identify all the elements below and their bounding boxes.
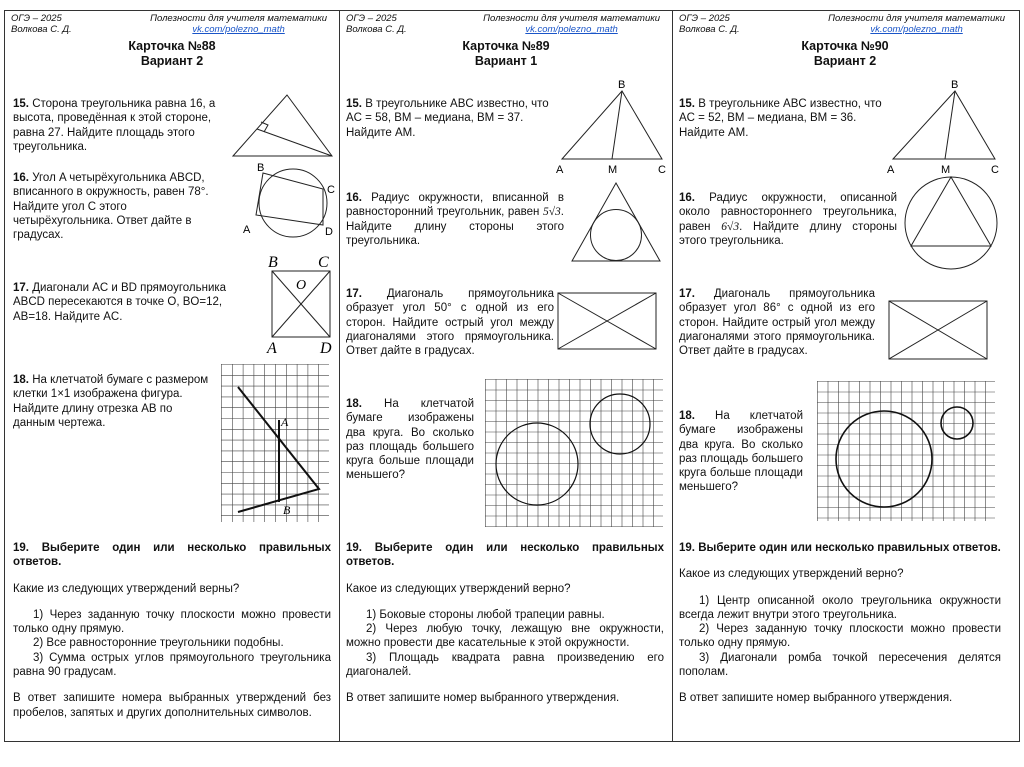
label-b: B — [283, 503, 291, 517]
question-16: 16. Угол A четырёхугольника ABCD, вписанного в окружность, равен 78°. Найдите угол C этого четырёхугольника. Ответ дайте в градусах. — [13, 172, 209, 242]
exam-label: ОГЭ – 2025 — [11, 13, 62, 24]
card-89 — [340, 11, 673, 741]
label-m: M — [608, 164, 618, 176]
site-label: Полезности для учителя математики — [150, 13, 327, 24]
triangle-median-figure — [883, 77, 1001, 177]
question-15: 15. В треугольнике ABC известно, что AC = 52, BM – медиана, BM = 36. Найдите AM. — [679, 98, 882, 139]
question-19: 19. Выберите один или несколько правильных ответов. Какое из следующих утверждений верно? 1) Центр описанной около треугольника окружности всегда лежит внутри этого треугольника. 2) Через заданную точку плоскости можно провести только одну прямую. 3) Диагонали ромба точкой пересечения делятся пополам. В ответ запишите номер выбранного утверждения. — [679, 542, 1001, 705]
worksheet — [4, 10, 1020, 742]
label-a: A — [267, 340, 277, 356]
author-label: Волкова С. Д. — [679, 24, 740, 35]
label-d: D — [320, 340, 332, 356]
question-15: 15. В треугольнике ABC известно, что AC = 58, BM – медиана, BM = 37. Найдите AM. — [346, 98, 549, 139]
label-b: B — [951, 79, 959, 91]
label-m: M — [941, 164, 951, 176]
rectangle-diagonals-figure — [262, 251, 337, 356]
question-17: 17. Диагональ прямоугольника образует угол 86° с одной из его сторон. Найдите острый угол между диагоналями этого прямоугольника. Ответ дайте в градусах. — [679, 288, 875, 358]
label-c: C — [327, 184, 335, 196]
site-label: Полезности для учителя математики — [483, 13, 660, 24]
label-o: O — [296, 278, 307, 293]
triangle-median-figure — [552, 77, 670, 177]
label-a: A — [556, 164, 564, 176]
question-16: 16. Радиус окружности, вписанной в равносторонний треугольник, равен 5√3. Найдите длину стороны этого треугольника. — [346, 192, 564, 247]
label-b: B — [257, 162, 265, 174]
rectangle-diagonals-figure — [887, 299, 989, 363]
triangle-height-figure — [227, 91, 337, 161]
exam-label: ОГЭ – 2025 — [679, 13, 730, 24]
site-link[interactable]: vk.com/polezno_math — [870, 24, 963, 35]
circumscribed-circle-figure — [901, 173, 1001, 273]
label-c: C — [991, 164, 999, 176]
site-link[interactable]: vk.com/polezno_math — [525, 24, 618, 35]
question-17: 17. Диагонали AC и BD прямоугольника ABCD пересекаются в точке O, BO=12, AB=18. Найдите AC. — [13, 282, 227, 323]
question-18: 18. На клетчатой бумаге с размером клетки 1×1 изображена фигура. Найдите длину отрезка AB по данным чертежа. — [13, 374, 209, 429]
question-15: 15. Сторона треугольника равна 16, а высота, проведённая к этой стороне, равна 27. Найдите площадь этого треугольника. — [13, 98, 216, 153]
question-18: 18. На клетчатой бумаге изображены два круга. Во сколько раз площадь большего круга больше площади меньшего? — [679, 410, 803, 494]
card-88 — [5, 11, 340, 741]
rectangle-diagonals-figure — [556, 291, 658, 353]
question-17: 17. Диагональ прямоугольника образует угол 50° с одной из его сторон. Найдите острый угол между диагоналями этого прямоугольника. Ответ дайте в градусах. — [346, 288, 554, 358]
exam-label: ОГЭ – 2025 — [346, 13, 397, 24]
label-a: A — [281, 415, 289, 429]
author-label: Волкова С. Д. — [11, 24, 72, 35]
card-90 — [673, 11, 1017, 741]
site-label: Полезности для учителя математики — [828, 13, 1005, 24]
label-a: A — [887, 164, 895, 176]
label-d: D — [325, 226, 333, 238]
label-b: B — [268, 254, 278, 271]
card-title: Карточка №90 Вариант 2 — [801, 39, 889, 68]
question-16: 16. Радиус окружности, описанной около равностороннего треугольника, равен 6√3. Найдите длину стороны этого треугольника. — [679, 192, 897, 247]
card-title: Карточка №89 Вариант 1 — [462, 39, 550, 68]
label-c: C — [318, 254, 329, 271]
question-19: 19. Выберите один или несколько правильных ответов. Какое из следующих утверждений верно? 1) Боковые стороны любой трапеции равны. 2) Через любую точку, лежащую вне окружности, можно провести две касательные к этой окружности. 3) Площадь квадрата равна произведению его диагоналей. В ответ запишите номер выбранного утверждения. — [346, 542, 664, 705]
label-b: B — [618, 79, 626, 91]
site-link[interactable]: vk.com/polezno_math — [192, 24, 285, 35]
inscribed-circle-figure — [568, 179, 664, 265]
inscribed-quadrilateral-figure — [241, 159, 341, 243]
question-19: 19. Выберите один или несколько правильных ответов. Какие из следующих утверждений верны? 1) Через заданную точку плоскости можно провести только одну прямую. 2) Все равносторонние треугольники подобны. 3) Сумма острых углов прямоугольного треугольника равна 90 градусам. В ответ запишите номера выбранных утверждений без пробелов, запятых и других дополнительных символов. — [13, 542, 331, 719]
label-c: C — [658, 164, 666, 176]
grid-segment-figure — [221, 364, 331, 524]
grid-circles-figure — [817, 381, 997, 523]
author-label: Волкова С. Д. — [346, 24, 407, 35]
label-a: A — [243, 224, 251, 236]
grid-circles-figure — [485, 379, 665, 529]
card-title: Карточка №88 Вариант 2 — [128, 39, 216, 68]
question-18: 18. На клетчатой бумаге изображены два круга. Во сколько раз площадь большего круга больше площади меньшего? — [346, 398, 474, 482]
